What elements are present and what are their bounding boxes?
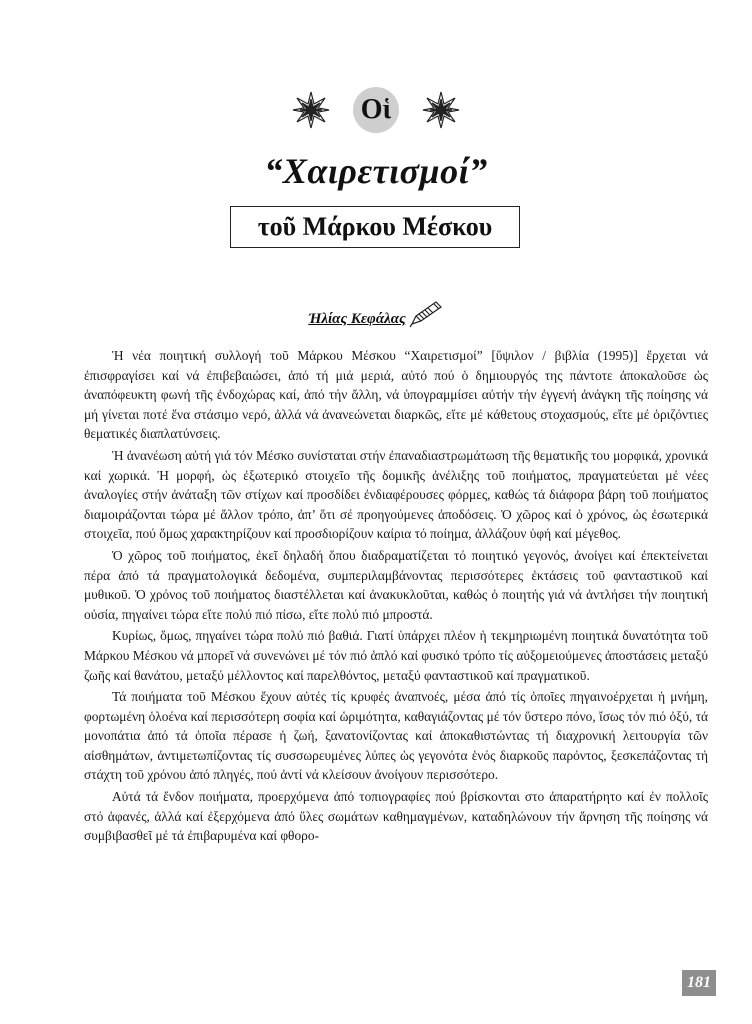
page-number: 181: [682, 970, 716, 996]
paragraph: Ἡ νέα ποιητική συλλογή τοῦ Μάρκου Μέσκου “Χαιρετισμοί” [ὕψιλον / βιβλία (1995)] ἔρχεται νά ἐπισφραγίσει καί νά ἐπιβεβαιώσει, ἀπό τή μιά μεριά, αὐτό πού ὁ δημιουργός της πάντοτε ἀποκαλοῦσε ὡς ἀναπόφευκτη φωνή τῆς ἐνδοχώρας καί, ἀπό τήν ἄλλη, νά ὑπογραμμίσει αὐτήν τήν ἐγγενή ἀνάγκη τῆς ποίησης νά μή γίνεται ποτέ ἕνα στάσιμο νερό, ἀλλά νά ἀνανεώνεται διαρκῶς, εἴτε μέ κάθετους στοχασμούς, εἴτε μέ ὁριζόντιες θεματικές διαπλατύνσεις.: [84, 348, 708, 442]
oi-badge: Οἱ: [353, 87, 399, 133]
paragraph: Ἡ ἀνανέωση αὐτή γιά τόν Μέσκο συνίσταται στήν ἐπαναδιαστρωμάτωση τῆς θεματικῆς του μορφικά, χρονικά καί χωρικά. Ἡ μορφή, ὡς ἐξωτερικό στοιχεῖο τῆς δομικῆς ἀνέλιξης τοῦ ποιήματος, πραγματεύεται μέ νέες ἀναλογίες στήν ἀνάταξη τῶν στίχων καί προσδίδει ἐνδιαφέρουσες φόρμες, καθώς τά διάφορα βάρη τοῦ ποιήματος διαμοιράζονται τώρα μέ ἄλλον τρόπο, ἀπ’ ὅτι σέ προηγούμενες ἀποδόσεις. Ὁ χῶρος καί ὁ χρόνος, ὡς ἐσωτερικά στοιχεῖα, πού ὅμως χαρακτηρίζουν καί προσδιορίζουν καίρια τό ποίημα, ἀλλάζουν ὑφή καί μέγεθος.: [84, 447, 708, 542]
pen-icon: [408, 300, 444, 328]
paragraph: Ὁ χῶρος τοῦ ποιήματος, ἐκεῖ δηλαδή ὅπου διαδραματίζεται τό ποιητικό γεγονός, ἀνοίγει καί ἐπεκτείνεται πέρα ἀπό τά πραγματολογικά δεδομένα, συμπεριλαμβάνοντας περισσότερες ἐκτάσεις τοῦ φανταστικοῦ καί μυθικοῦ. Ὁ χρόνος τοῦ ποιήματος διαστέλλεται καί ἀνακυκλοῦται, καθώς ὁ ποιητής γιά νά ἀντλήσει τήν ποιητική οὐσία, πηγαίνει τώρα εἴτε πολύ πιό πίσω, εἴτε πολύ πιό μπροστά.: [84, 547, 708, 622]
author-name: Ἠλίας Κεφάλας: [308, 311, 406, 327]
paragraph: Κυρίως, ὅμως, πηγαίνει τώρα πολύ πιό βαθιά. Γιατί ὑπάρχει πλέον ἡ τεκμηριωμένη ποιητικά δυνατότητα τοῦ Μάρκου Μέσκου νά μπορεῖ νά συνενώνει μέ τόν πιό ἁπλό καί φυσικό τρόπο τίς αὐξομειούμενες ἀποστάσεις μεταξύ ζωῆς καί θανάτου, μεταξύ μέλλοντος καί παρελθόντος, μεταξύ φανταστικοῦ καί πραγματικοῦ.: [84, 628, 708, 683]
article-body: [84, 346, 708, 848]
subtitle-box: τοῦ Μάρκου Μέσκου: [230, 206, 520, 248]
paragraph: Αὐτά τά ἔνδον ποιήματα, προερχόμενα ἀπό τοπιογραφίες πού βρίσκονται στο ἀπαρατήρητο καί ἐν πολλοῖς στό ἀφανές, ἀλλά καί ἐξερχόμενα ἀπό ὕλες σωμάτων καθημαγμένων, καταδηλώνουν τήν ἄρνηση τῆς ποίησης νά συμβιβασθεῖ μέ τά ἐπιβαρυμένα καί φθορο-: [84, 789, 708, 844]
eight-point-star-icon: [291, 90, 331, 130]
paragraph: Τά ποιήματα τοῦ Μέσκου ἔχουν αὐτές τίς κρυφές ἀναπνοές, μέσα ἀπό τίς ὁποῖες πηγαινοέρχεται ἡ μνήμη, φορτωμένη ὁλοένα καί περισσότερη σοφία καί ὡριμότητα, καθαγιάζοντας μέ τόν ὕστερο πόνο, ἴσως τόν πιό ὀξύ, τά μονοπάτια ἀπό τά ὁποῖα πέρασε ἡ ζωή, ξανατονίζοντας καί ἀποκαθιστώντας τή διαχρονική λειτουργία τῶν αἰσθημάτων, ἀντιμετωπίζοντας τίς συσσωρευμένες λύπες ὡς γεγονότα ἑνός διαρκοῦς παρόντος, ξεσκεπάζοντας τή στάχτη τοῦ χρόνου ἀπό πληγές, πού ἀντί νά κλείσουν ἀνοίγουν περισσότερο.: [84, 689, 708, 783]
eight-point-star-icon: [421, 90, 461, 130]
author-row: [0, 300, 752, 328]
title-row: [0, 86, 752, 134]
page-title: “Χαιρετισμοί”: [264, 151, 488, 191]
